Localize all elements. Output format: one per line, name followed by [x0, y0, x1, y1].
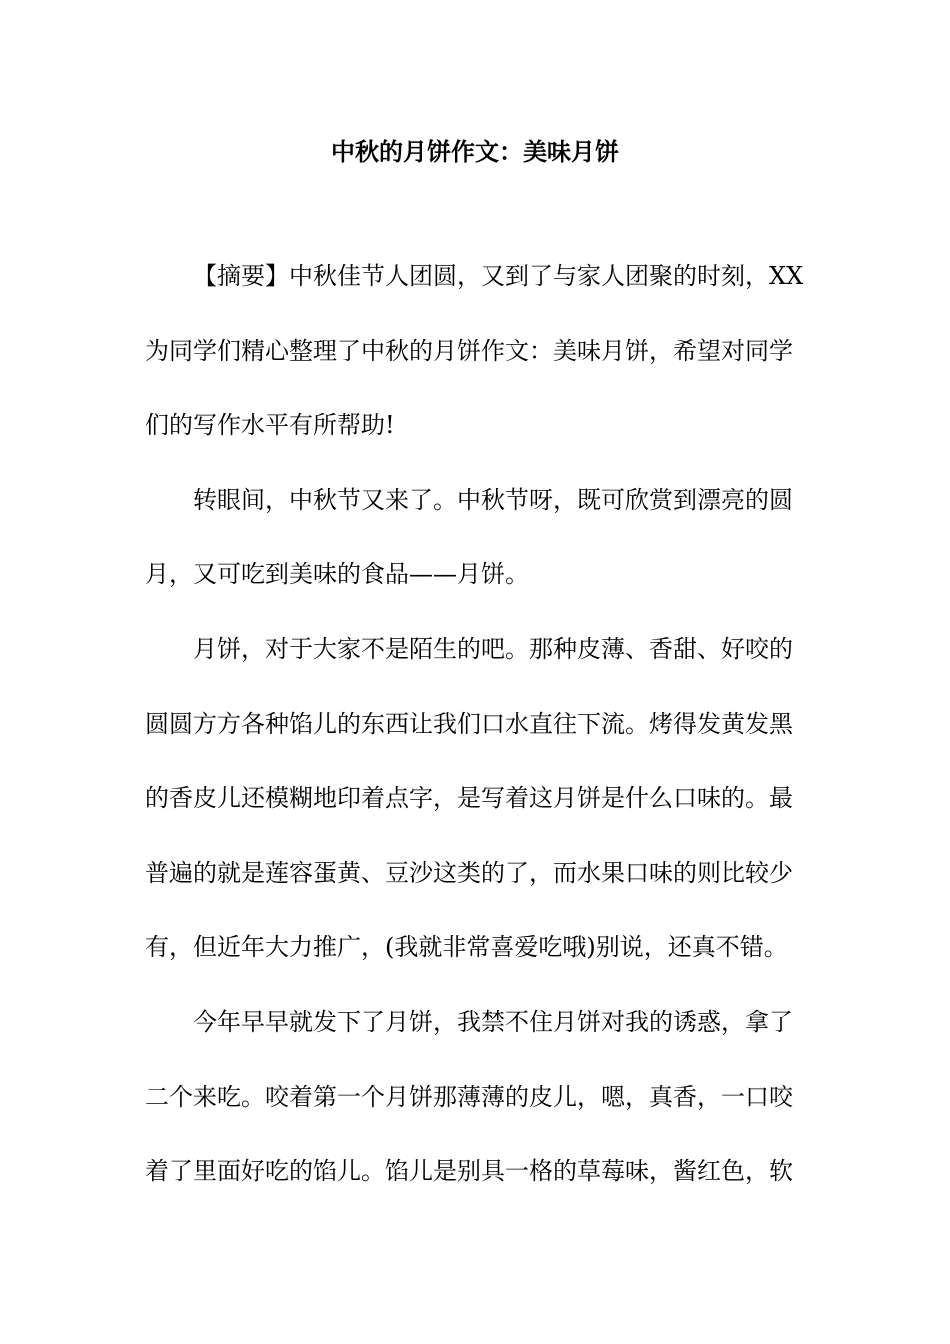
- text-line: 为同学们精心整理了中秋的月饼作文：美味月饼，希望对同学: [145, 336, 793, 365]
- text-line: 二个来吃。咬着第一个月饼那薄薄的皮儿，嗯，真香，一口咬: [145, 1082, 793, 1111]
- text-line: 们的写作水平有所帮助!: [145, 411, 395, 440]
- text-line: 今年早早就发下了月饼，我禁不住月饼对我的诱惑，拿了: [193, 1007, 793, 1036]
- paragraph-eating: [145, 999, 810, 1223]
- paragraph-summary: [145, 253, 810, 477]
- text-line: 圆圆方方各种馅儿的东西让我们口水直往下流。烤得发黄发黑: [145, 709, 793, 738]
- document-body: [145, 253, 810, 1223]
- paragraph-mooncake-description: [145, 626, 810, 999]
- text-line: 转眼间，中秋节又来了。中秋节呀，既可欣赏到漂亮的圆: [193, 485, 793, 514]
- document-title: 中秋的月饼作文：美味月饼: [331, 138, 619, 166]
- text-line: 【摘要】中秋佳节人团圆，又到了与家人团聚的时刻，XX: [193, 262, 804, 290]
- text-line: 月，又可吃到美味的食品——月饼。: [145, 560, 529, 589]
- text-line: 普遍的就是莲容蛋黄、豆沙这类的了，而水果口味的则比较少: [145, 858, 793, 887]
- paragraph-intro: [145, 477, 810, 626]
- text-line: 的香皮儿还模糊地印着点字，是写着这月饼是什么口味的。最: [145, 784, 793, 813]
- text-line: 有，但近年大力推广，(我就非常喜爱吃哦)别说，还真不错。: [145, 933, 788, 962]
- text-line: 着了里面好吃的馅儿。馅儿是别具一格的草莓味，酱红色，软: [145, 1157, 793, 1186]
- text-line: 月饼，对于大家不是陌生的吧。那种皮薄、香甜、好咬的: [193, 634, 793, 663]
